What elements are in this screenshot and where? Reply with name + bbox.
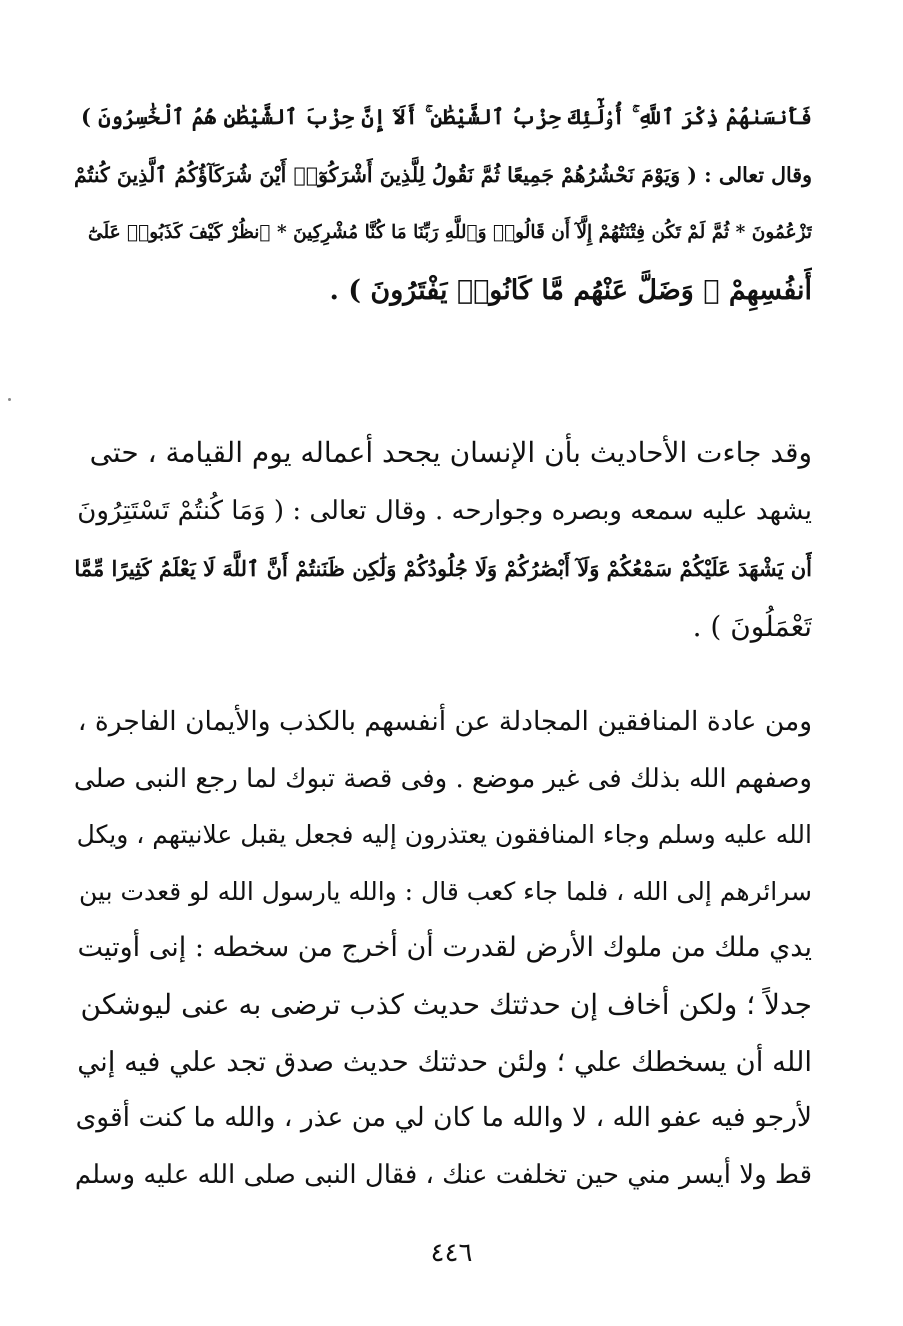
text-line: قط ولا أيسر مني حين تخلفت عنك ، فقال النبى صلى الله عليه وسلم: [74, 1159, 812, 1190]
text-line: تَزْعُمُونَ * ثُمَّ لَمْ تَكُن فِتْنَتُهُمْ إِلَّآ أَن قَالُوا۟ وَٱللَّهِ رَبِّنَا مَا كُنَّا مُشْرِكِينَ * ٱنظُرْ كَيْفَ كَذَبُوا۟ عَلَىٰٓ: [88, 222, 812, 243]
text-line: وقال تعالى : ( وَيَوْمَ نَحْشُرُهُمْ جَمِيعًا ثُمَّ نَقُولُ لِلَّذِينَ أَشْرَكُوٓا۟ أَيْنَ شُرَكَآؤُكُمُ ٱلَّذِينَ كُنتُمْ: [74, 163, 812, 187]
paragraph-hadith: [70, 424, 812, 656]
text-line: وقد جاءت الأحاديث بأن الإنسان يجحد أعماله يوم القيامة ، حتى: [89, 436, 812, 469]
text-line: فَأَنسَىٰهُمْ ذِكْرَ ٱللَّهِ ۚ أُو۟لَٰٓئِكَ حِزْبُ ٱلشَّيْطَٰنِ ۚ أَلَآ إِنَّ حِزْبَ ٱلشَّيْطَٰنِ هُمُ ٱلْخَٰسِرُونَ ): [81, 104, 812, 129]
text-line: يشهد عليه سمعه وبصره وجوارحه . وقال تعالى : ( وَمَا كُنتُمْ تَسْتَتِرُونَ: [77, 496, 812, 526]
text-line: يدي ملك من ملوك الأرض لقدرت أن أخرج من سخطه : إنى أوتيت: [77, 932, 812, 964]
text-line: ومن عادة المنافقين المجادلة عن أنفسهم بالكذب والأيمان الفاجرة ،: [77, 706, 812, 737]
text-line: أَن يَشْهَدَ عَلَيْكُمْ سَمْعُكُمْ وَلَآ أَبْصَٰرُكُمْ وَلَا جُلُودُكُمْ وَلَٰكِن ظَنَنتُمْ أَنَّ ٱللَّهَ لَا يَعْلَمُ كَثِيرًا مِّمَّا: [74, 556, 812, 581]
text-line: وصفهم الله بذلك فى غير موضع . وفى قصة تبوك لما رجع النبى صلى: [73, 763, 812, 794]
scan-dot: [8, 398, 11, 401]
text-line: سرائرهم إلى الله ، فلما جاء كعب قال : والله يارسول الله لو قعدت بين: [79, 876, 812, 906]
text-line: أَنفُسِهِمْ ۚ وَضَلَّ عَنْهُم مَّا كَانُوا۟ يَفْتَرُونَ ) .: [329, 275, 812, 306]
text-line: الله أن يسخطك علي ؛ ولئن حدثتك حديث صدق تجد علي فيه إني: [77, 1045, 812, 1078]
text-line: تَعْمَلُونَ ) .: [692, 610, 812, 643]
paragraph-hypocrites: [70, 694, 812, 1203]
text-line: الله عليه وسلم وجاء المنافقون يعتذرون إليه فجعل يقبل علانيتهم ، ويكل: [76, 820, 812, 850]
page-number: ٤٤٦: [430, 1238, 473, 1268]
text-line: لأرجو فيه عفو الله ، لا والله ما كان لي من عذر ، والله ما كنت أقوى: [75, 1102, 812, 1134]
text-line: جدلاً ؛ ولكن أخاف إن حدثتك حديث كذب ترضى به عنى ليوشكن: [80, 987, 812, 1021]
quran-quote-section-1: [70, 88, 812, 320]
